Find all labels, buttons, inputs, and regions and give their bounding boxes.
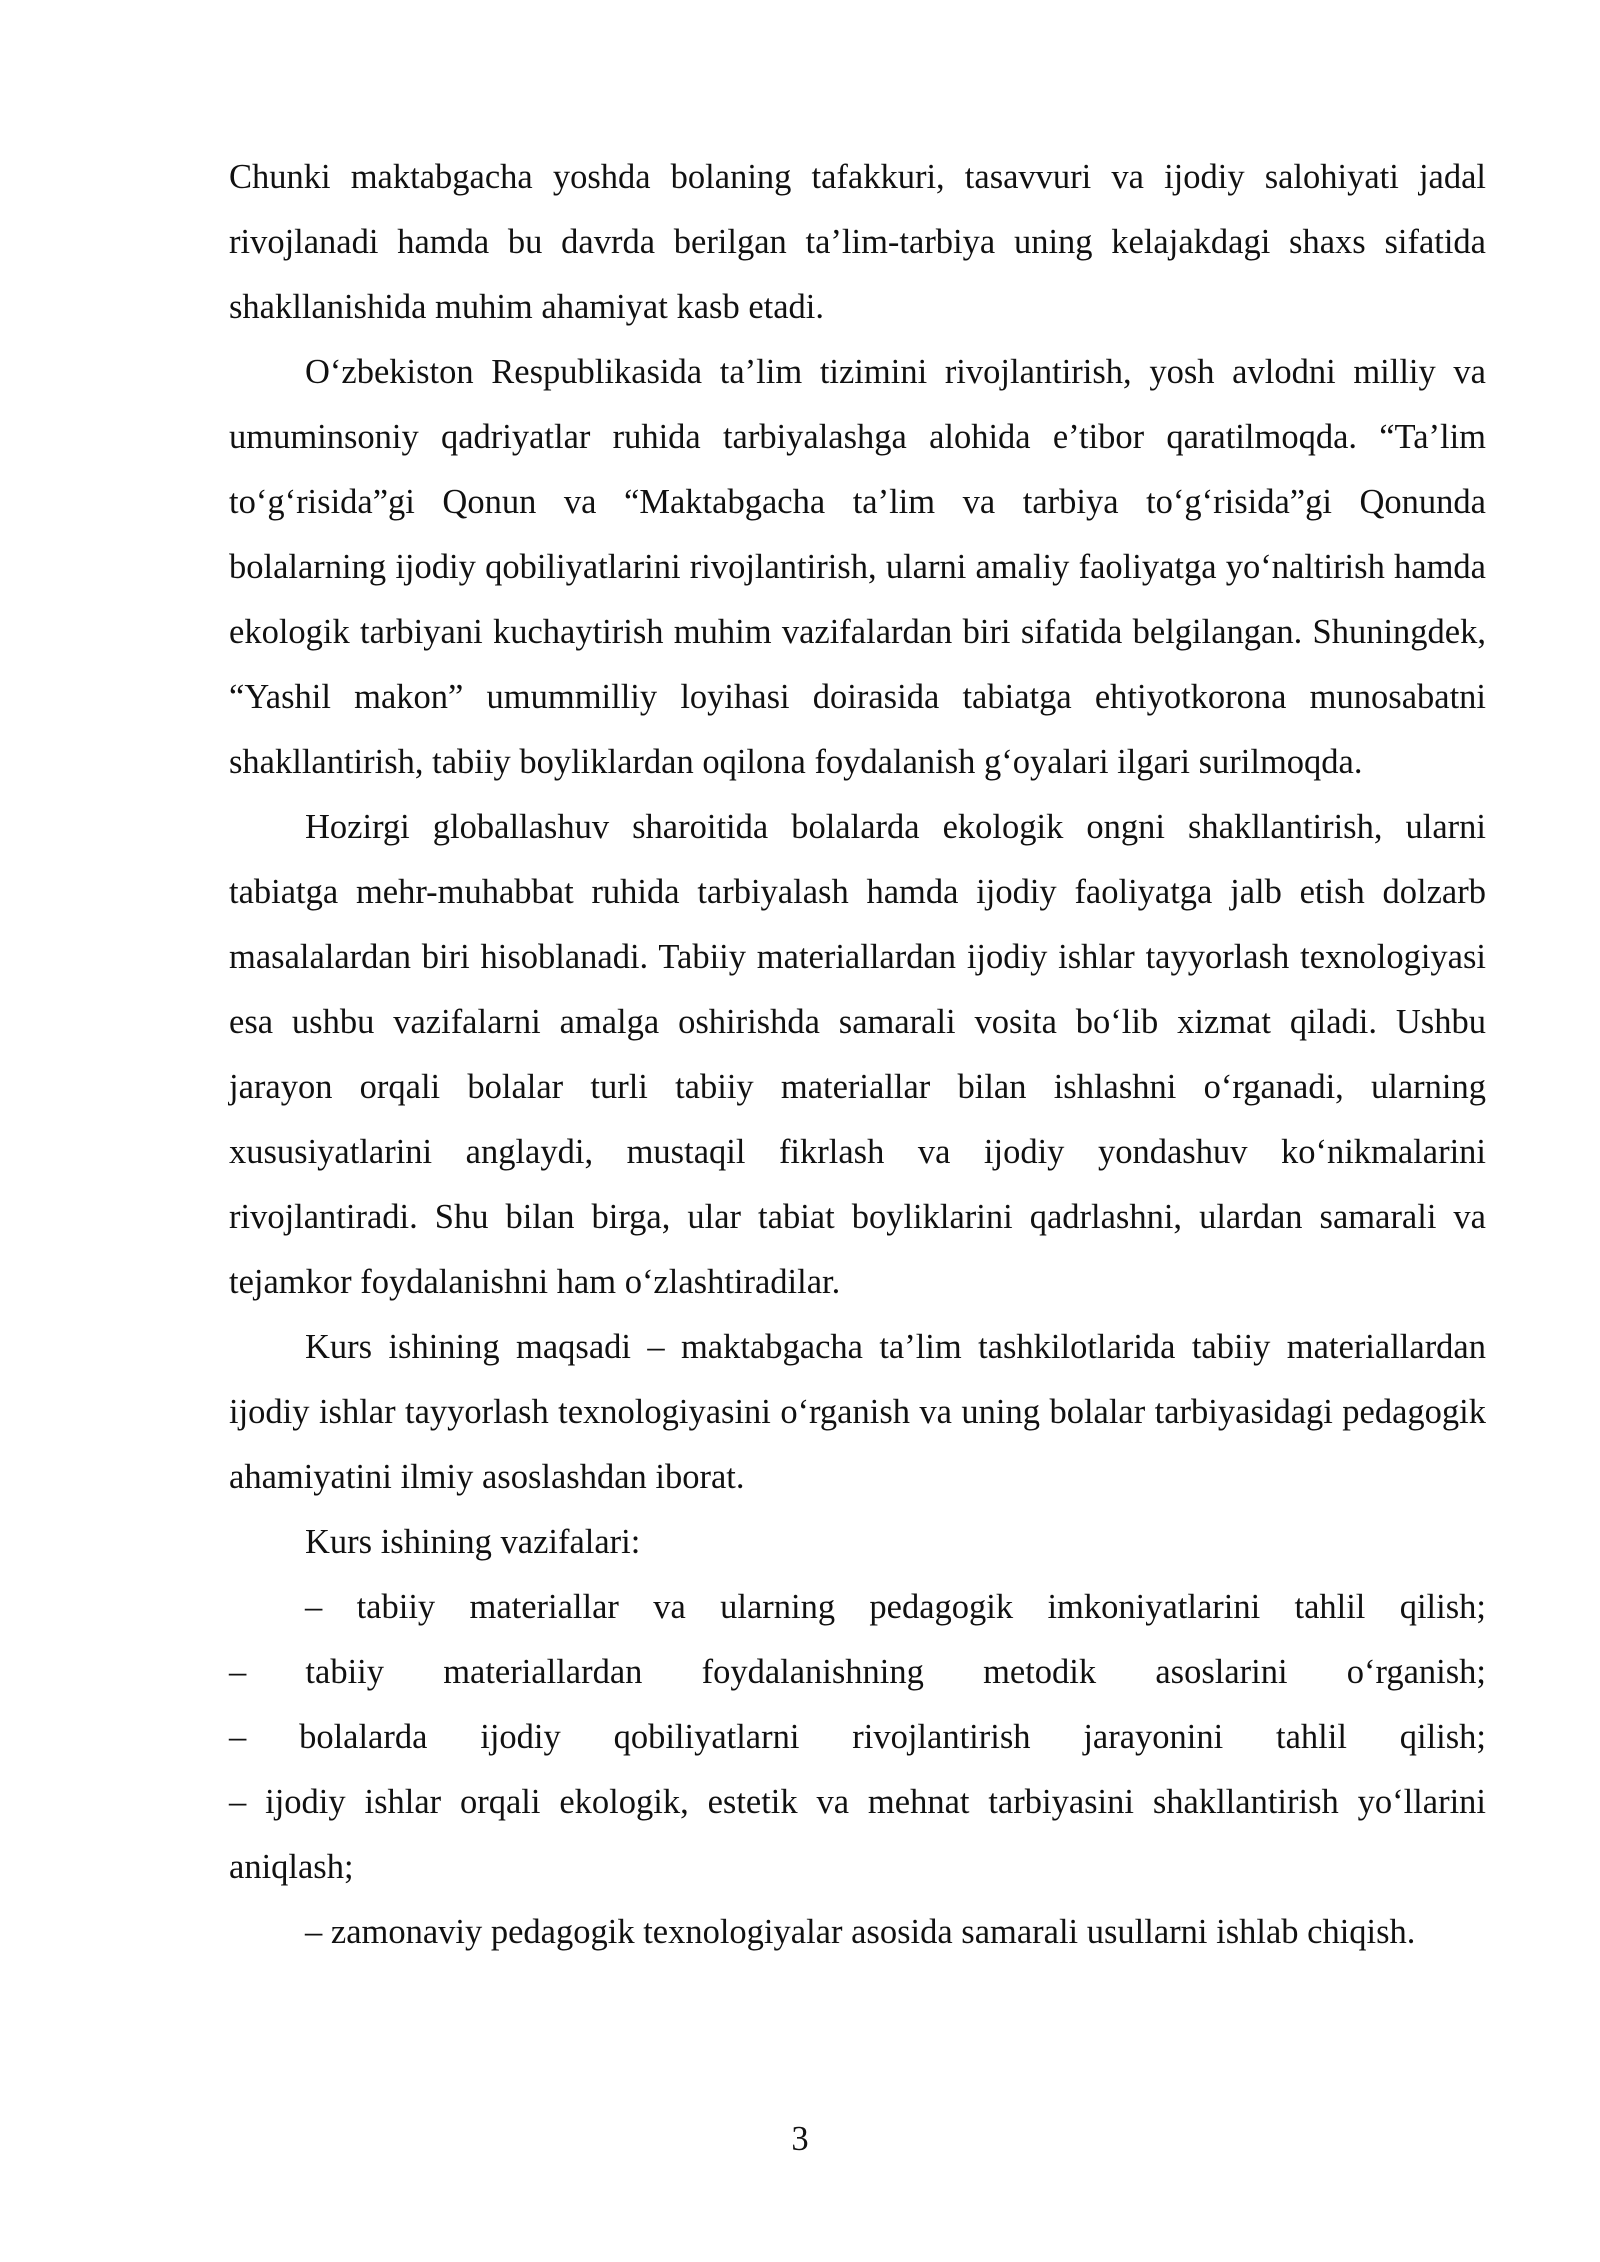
- paragraph-intro: Chunki maktabgacha yoshda bolaning tafakkuri, tasavvuri va ijodiy salohiyati jadal rivojlanadi hamda bu davrda berilgan ta’lim-tarbiya uning kelajakdagi shaxs sifatida shakllanishida muhim ahamiyat kasb etadi.: [229, 158, 1486, 326]
- task-item: – zamonaviy pedagogik texnologiyalar asosida samarali usullarni ishlab chiqish.: [305, 1913, 1416, 1951]
- body-text: [229, 145, 1486, 1965]
- task-item: – bolalarda ijodiy qobiliyatlarni rivojlantirish jarayonini tahlil qilish;: [229, 1718, 1486, 1756]
- task-item: – tabiiy materiallardan foydalanishning metodik asoslarini o‘rganish;: [229, 1653, 1486, 1691]
- paragraph-legal-basis: O‘zbekiston Respublikasida ta’lim tizimini rivojlantirish, yosh avlodni milliy va umuminsoniy qadriyatlar ruhida tarbiyalashga alohida e’tibor qaratilmoqda. “Ta’lim to‘g‘risida”gi Qonun va “Maktabgacha ta’lim va tarbiya to‘g‘risida”gi Qonunda bolalarning ijodiy qobiliyatlarini rivojlantirish, ularni amaliy faoliyatga yo‘naltirish hamda ekologik tarbiyani kuchaytirish muhim vazifalardan biri sifatida belgilangan. Shuningdek, “Yashil makon” umummilliy loyihasi doirasida tabiatga ehtiyotkorona munosabatni shakllantirish, tabiiy boyliklardan oqilona foydalanish g‘oyalari ilgari surilmoqda.: [229, 353, 1486, 781]
- tasks-heading: Kurs ishining vazifalari:: [305, 1523, 641, 1561]
- page-number: 3: [791, 2120, 809, 2158]
- task-item: – tabiiy materiallar va ularning pedagogik imkoniyatlarini tahlil qilish;: [305, 1588, 1486, 1626]
- paragraph-relevance: Hozirgi globallashuv sharoitida bolalarda ekologik ongni shakllantirish, ularni tabiatga mehr-muhabbat ruhida tarbiyalash hamda ijodiy faoliyatga jalb etish dolzarb masalalardan biri hisoblanadi. Tabiiy materiallardan ijodiy ishlar tayyorlash texnologiyasi esa ushbu vazifalarni amalga oshirishda samarali vosita bo‘lib xizmat qiladi. Ushbu jarayon orqali bolalar turli tabiiy materiallar bilan ishlashni o‘rganadi, ularning xususiyatlarini anglaydi, mustaqil fikrlash va ijodiy yondashuv ko‘nikmalarini rivojlantiradi. Shu bilan birga, ular tabiat boyliklarini qadrlashni, ulardan samarali va tejamkor foydalanishni ham o‘zlashtiradilar.: [229, 808, 1486, 1301]
- paragraph-goal: Kurs ishining maqsadi – maktabgacha ta’lim tashkilotlarida tabiiy materiallardan ijodiy ishlar tayyorlash texnologiyasini o‘rganish va uning bolalar tarbiyasidagi pedagogik ahamiyatini ilmiy asoslashdan iborat.: [229, 1328, 1486, 1496]
- task-item: – ijodiy ishlar orqali ekologik, estetik va mehnat tarbiyasini shakllantirish yo‘llarini aniqlash;: [229, 1783, 1486, 1886]
